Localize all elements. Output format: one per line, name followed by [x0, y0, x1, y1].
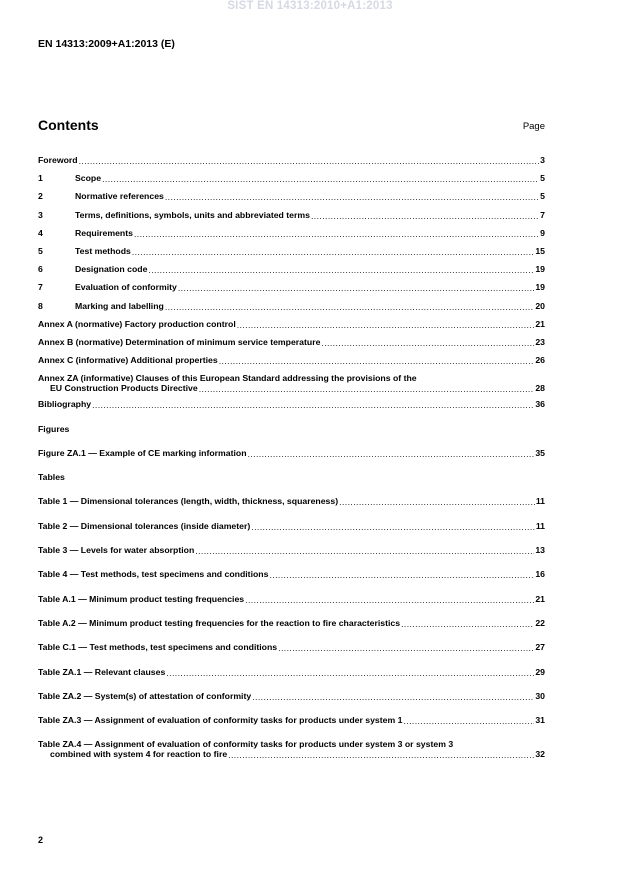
- toc-entry-label: Evaluation of conformity: [75, 282, 177, 293]
- toc-entry-clause-3[interactable]: [38, 210, 545, 228]
- toc-entry-page: 31: [535, 715, 545, 726]
- toc-entry-clause-6[interactable]: [38, 264, 545, 282]
- toc-entry-page: 3: [540, 155, 545, 165]
- toc-entry-page: 9: [540, 227, 545, 238]
- page-number: 2: [38, 835, 44, 845]
- page-column-label: Page: [522, 121, 545, 132]
- toc-entry-page: 30: [535, 690, 545, 701]
- toc-entry-figure-za1[interactable]: [38, 448, 545, 472]
- watermark: SIST EN 14313:2010+A1:2013: [227, 0, 393, 12]
- toc-entry-label: Table A.1 — Minimum product testing frequencies: [38, 593, 245, 604]
- toc-entry-clause-8[interactable]: [38, 301, 545, 319]
- toc-entry-page: 7: [540, 209, 545, 220]
- document-id: EN 14313:2009+A1:2013 (E): [38, 38, 175, 50]
- toc-entry-page: 5: [540, 191, 545, 202]
- toc-entry-label: Annex B (normative) Determination of minimum service temperature: [38, 336, 321, 347]
- toc-entry-label: Test methods: [75, 245, 131, 256]
- leader-dots: [339, 497, 535, 507]
- toc-entry-page: 32: [535, 749, 545, 760]
- toc-entry-table-a2[interactable]: [38, 618, 545, 642]
- toc-entry-number: 4: [38, 227, 43, 238]
- leader-dots: [311, 211, 539, 221]
- toc-entry-label-continued: EU Construction Products Directive: [50, 383, 198, 394]
- toc-entry-page: 29: [535, 666, 545, 677]
- toc-entry-label: Bibliography: [38, 399, 92, 410]
- toc-entry-label: Table ZA.3 — Assignment of evaluation of conformity tasks for products under system 1: [38, 715, 403, 726]
- toc-entry-label: Designation code: [75, 264, 148, 275]
- leader-dots: [148, 265, 534, 275]
- toc-entry-table-za4[interactable]: [38, 739, 545, 772]
- toc-entry-number: 6: [38, 264, 43, 275]
- toc-entry-label: Scope: [75, 173, 102, 184]
- toc-entry-label: Table 3 — Levels for water absorption: [38, 545, 195, 556]
- leader-dots: [165, 192, 539, 202]
- leader-dots: [195, 546, 534, 556]
- toc-entry-annex-c[interactable]: [38, 355, 545, 373]
- toc-entry-label: Annex ZA (informative) Clauses of this European Standard addressing the provisions of the: [38, 373, 417, 384]
- toc-entry-page: 23: [535, 336, 545, 347]
- leader-dots: [248, 449, 535, 459]
- toc-entry-page: 5: [540, 173, 545, 184]
- toc-entry-number: 1: [38, 173, 43, 184]
- leader-dots: [269, 570, 534, 580]
- toc-entry-bibliography[interactable]: [38, 399, 545, 423]
- toc-entry-foreword[interactable]: [38, 155, 545, 173]
- leader-dots: [237, 320, 535, 330]
- leader-dots: [228, 750, 534, 760]
- toc-entry-page: 21: [535, 593, 545, 604]
- leader-dots: [403, 716, 534, 726]
- toc-entry-table-za2[interactable]: [38, 691, 545, 715]
- toc-entry-page: 13: [535, 545, 545, 556]
- leader-dots: [178, 283, 534, 293]
- toc-entry-table-2[interactable]: [38, 521, 545, 545]
- toc-entry-number: 8: [38, 300, 43, 311]
- toc-entry-table-a1[interactable]: [38, 594, 545, 618]
- toc-entry-table-1[interactable]: [38, 496, 545, 520]
- leader-dots: [166, 668, 534, 678]
- toc-entry-table-c1[interactable]: [38, 642, 545, 666]
- figures-heading: Figures: [38, 423, 70, 434]
- toc-entry-label-continued: combined with system 4 for reaction to fire: [50, 749, 228, 760]
- table-of-contents: [38, 155, 545, 772]
- toc-entry-clause-4[interactable]: [38, 228, 545, 246]
- toc-entry-label: Table 2 — Dimensional tolerances (inside diameter): [38, 520, 251, 531]
- toc-entry-number: 7: [38, 282, 43, 293]
- toc-entry-label: Table 4 — Test methods, test specimens and conditions: [38, 569, 269, 580]
- toc-entry-label: Normative references: [75, 191, 164, 202]
- leader-dots: [92, 400, 534, 410]
- toc-entry-label: Annex C (informative) Additional properties: [38, 355, 218, 366]
- toc-entry-page: 22: [535, 617, 545, 628]
- tables-heading: Tables: [38, 472, 65, 483]
- toc-entry-page: 21: [535, 318, 545, 329]
- leader-dots: [401, 619, 534, 629]
- toc-entry-label: Table A.2 — Minimum product testing frequencies for the reaction to fire characteristics: [38, 617, 401, 628]
- toc-entry-label: Marking and labelling: [75, 300, 164, 311]
- toc-entry-annex-za[interactable]: [38, 373, 545, 399]
- toc-entry-label: Figure ZA.1 — Example of CE marking information: [38, 447, 247, 458]
- leader-dots: [79, 156, 540, 166]
- toc-entry-page: 11: [535, 496, 545, 507]
- toc-entry-page: 27: [535, 642, 545, 653]
- toc-entry-page: 19: [535, 282, 545, 293]
- toc-entry-clause-7[interactable]: [38, 282, 545, 300]
- leader-dots: [132, 247, 534, 257]
- toc-entry-label: Annex A (normative) Factory production control: [38, 318, 236, 329]
- toc-entry-page: 26: [535, 355, 545, 366]
- toc-entry-page: 16: [535, 569, 545, 580]
- toc-entry-page: 15: [535, 245, 545, 256]
- toc-entry-page: 20: [535, 300, 545, 311]
- toc-entry-table-za1[interactable]: [38, 667, 545, 691]
- toc-entry-number: 2: [38, 191, 43, 202]
- leader-dots: [165, 302, 535, 312]
- toc-entry-label: Table 1 — Dimensional tolerances (length, width, thickness, squareness): [38, 496, 339, 507]
- leader-dots: [321, 338, 534, 348]
- toc-entry-page: 36: [535, 399, 545, 410]
- leader-dots: [199, 384, 535, 394]
- leader-dots: [245, 595, 534, 605]
- toc-entry-number: 3: [38, 209, 43, 220]
- toc-entry-page: 35: [535, 447, 545, 458]
- toc-entry-page: 28: [535, 383, 545, 394]
- toc-entry-clause-2[interactable]: [38, 191, 545, 209]
- toc-entry-annex-a[interactable]: [38, 319, 545, 337]
- toc-entry-table-za3[interactable]: [38, 715, 545, 739]
- toc-entry-label: Terms, definitions, symbols, units and abbreviated terms: [75, 209, 310, 220]
- toc-entry-page: 19: [535, 264, 545, 275]
- toc-entry-label: Requirements: [75, 227, 133, 238]
- leader-dots: [251, 522, 535, 532]
- toc-entry-label: Table ZA.4 — Assignment of evaluation of conformity tasks for products under system 3 or system 3: [38, 739, 454, 750]
- toc-entry-number: 5: [38, 245, 43, 256]
- toc-entry-annex-b[interactable]: [38, 337, 545, 355]
- toc-entry-clause-1[interactable]: [38, 173, 545, 191]
- contents-title: Contents: [38, 117, 99, 133]
- leader-dots: [278, 643, 534, 653]
- leader-dots: [252, 692, 534, 702]
- toc-entry-label: Table ZA.2 — System(s) of attestation of conformity: [38, 690, 252, 701]
- leader-dots: [219, 356, 535, 366]
- leader-dots: [134, 229, 539, 239]
- leader-dots: [102, 174, 539, 184]
- toc-entry-table-4[interactable]: [38, 569, 545, 593]
- toc-entry-table-3[interactable]: [38, 545, 545, 569]
- toc-entry-label: Foreword: [38, 155, 78, 165]
- toc-entry-label: Table C.1 — Test methods, test specimens and conditions: [38, 642, 278, 653]
- toc-entry-page: 11: [535, 520, 545, 531]
- toc-entry-label: Table ZA.1 — Relevant clauses: [38, 666, 166, 677]
- toc-entry-clause-5[interactable]: [38, 246, 545, 264]
